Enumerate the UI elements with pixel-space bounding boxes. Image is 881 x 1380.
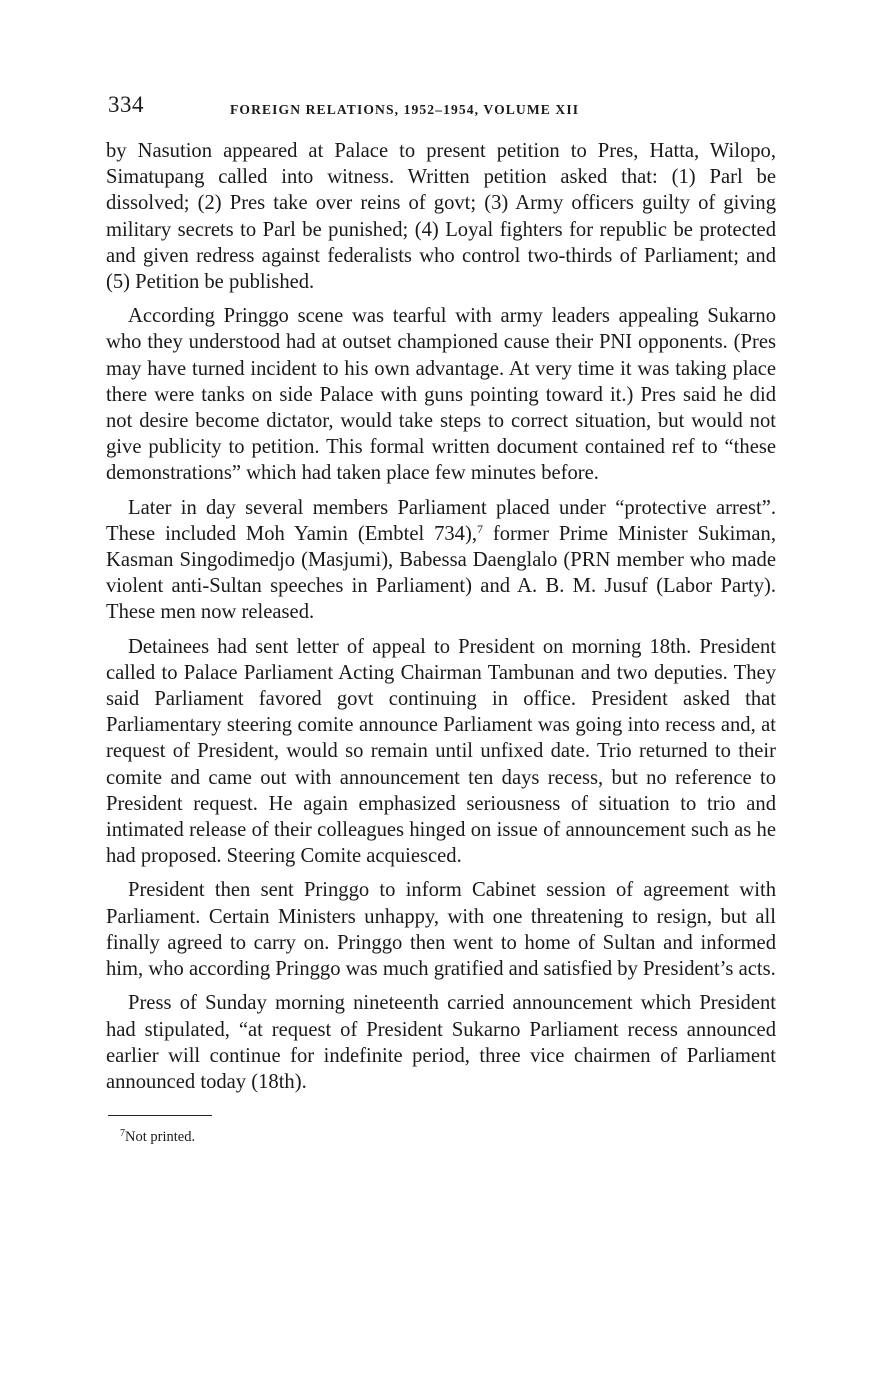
page-number: 334 [108,92,144,117]
paragraph-3-text-b: former Prime Minister Sukiman, Kasman Singodimedjo (Masjumi), Babessa Daenglalo (PRN member who made violent anti-Sultan speeches in Parliament) and A. B. M. Jusuf (Labor Party). These men now released. [106,522,776,624]
footnote-text: Not printed. [125,1129,196,1146]
footnote-divider [108,1115,212,1116]
paragraph-3-text-a: Later in day several members Parliament placed under “protective arrest”. These included Moh Yamin (Embtel 734), [106,496,776,545]
running-header [106,92,776,124]
paragraph-1: by Nasution appeared at Palace to present petition to Pres, Hatta, Wilopo, Simatupang called into witness. Written petition asked that: (1) Parl be dissolved; (2) Pres take over reins of govt; (3) Army officers guilty of giving military secrets to Parl be punished; (4) Loyal fighters for republic be protected and given redress against federalists who control two-thirds of Parliament; and (5) Petition be published. [106,140,776,294]
paragraph-2: According Pringgo scene was tearful with army leaders appealing Sukarno who they understood had at outset championed cause their PNI opponents. (Pres may have turned incident to his own advantage. At very time it was taking place there were tanks on side Palace with guns pointing toward it.) Pres said he did not desire become dictator, would take steps to correct situation, but would not give publicity to petition. This formal written document contained ref to “these demonstrations” which had taken place few minutes before. [106,305,776,485]
footnote-reference[interactable]: 7 [476,521,483,536]
running-title: FOREIGN RELATIONS, 1952–1954, VOLUME XII [230,102,580,117]
body-text [106,138,776,1095]
paragraph-4: Detainees had sent letter of appeal to President on morning 18th. President called to Palace Parliament Acting Chairman Tambunan and two deputies. They said Parliament favored govt continuing in office. President asked that Parliamentary steering comite announce Parliament was going into recess and, at request of President, would so remain until unfixed date. Trio returned to their comite and came out with announcement ten days recess, but no reference to President request. He again emphasized seriousness of situation to trio and intimated release of their colleagues hinged on issue of announcement such as he had proposed. Steering Comite acquiesced. [106,635,776,868]
footnote-marker: 7 [120,1128,125,1140]
footnote [120,1129,776,1146]
document-page [106,92,776,1146]
paragraph-5: President then sent Pringgo to inform Cabinet session of agreement with Parliament. Certain Ministers unhappy, with one threatening to resign, but all finally agreed to carry on. Pringgo then went to home of Sultan and informed him, who according Pringgo was much gratified and satisfied by President’s acts. [106,879,776,981]
paragraph-6: Press of Sunday morning nineteenth carried announcement which President had stipulated, “at request of President Sukarno Parliament recess announced earlier will continue for indefinite period, three vice chairmen of Parliament announced today (18th). [106,992,776,1093]
paragraph-3 [106,495,776,626]
